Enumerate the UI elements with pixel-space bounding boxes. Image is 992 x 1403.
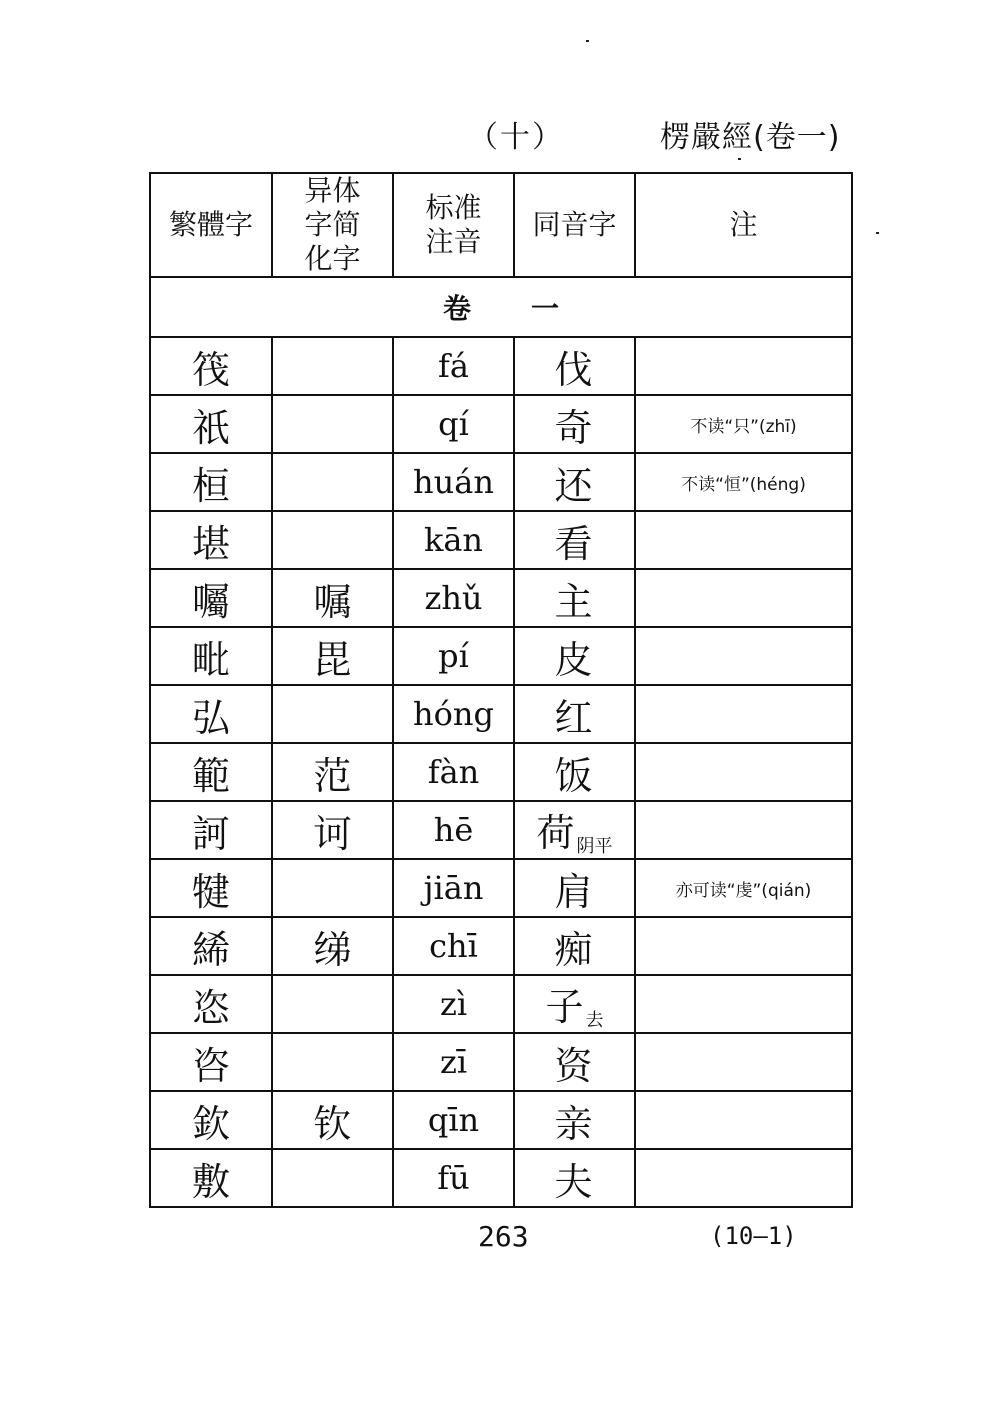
- homophone-cell: 还: [514, 453, 635, 511]
- pinyin-cell: qīn: [393, 1091, 514, 1149]
- table-row: [150, 685, 852, 743]
- traditional-char-cell: 堪: [150, 511, 272, 569]
- traditional-char-cell: 弘: [150, 685, 272, 743]
- column-header-traditional: 繁體字: [150, 173, 272, 277]
- table-row: [150, 1149, 852, 1207]
- traditional-char-cell: 絺: [150, 917, 272, 975]
- scan-speck: [738, 158, 741, 160]
- note-cell: [635, 743, 852, 801]
- table-header-row: [150, 173, 852, 277]
- simplified-char-cell: 绨: [272, 917, 393, 975]
- homophone-cell: 子 $_去$: [514, 975, 635, 1033]
- table-row: [150, 453, 852, 511]
- table-row: [150, 801, 852, 859]
- table-row: [150, 1091, 852, 1149]
- note-cell: 亦可读“虔”(qián): [635, 859, 852, 917]
- note-cell: [635, 511, 852, 569]
- note-cell: 不读“只”(zhī): [635, 395, 852, 453]
- page-title: 楞嚴經(卷一): [660, 120, 841, 155]
- simplified-char-cell: [272, 1149, 393, 1207]
- table-row: [150, 511, 852, 569]
- traditional-char-cell: 筏: [150, 337, 272, 395]
- homophone-cell: 伐: [514, 337, 635, 395]
- note-cell: [635, 975, 852, 1033]
- note-cell: [635, 337, 852, 395]
- note-cell: [635, 685, 852, 743]
- table-row: [150, 337, 852, 395]
- table-row: [150, 975, 852, 1033]
- table-row: [150, 743, 852, 801]
- traditional-char-cell: 囑: [150, 569, 272, 627]
- column-header-pinyin: 标准注音: [393, 173, 514, 277]
- simplified-char-cell: [272, 511, 393, 569]
- homophone-cell: 亲: [514, 1091, 635, 1149]
- traditional-char-cell: 咨: [150, 1033, 272, 1091]
- traditional-char-cell: 範: [150, 743, 272, 801]
- pinyin-cell: fá: [393, 337, 514, 395]
- table-row: [150, 569, 852, 627]
- section-heading: 卷一: [150, 277, 852, 337]
- simplified-char-cell: [272, 453, 393, 511]
- homophone-cell: 红: [514, 685, 635, 743]
- traditional-char-cell: 欽: [150, 1091, 272, 1149]
- pinyin-cell: huán: [393, 453, 514, 511]
- homophone-cell: 肩: [514, 859, 635, 917]
- note-cell: [635, 1091, 852, 1149]
- section-number: （十）: [468, 120, 564, 155]
- pinyin-cell: pí: [393, 627, 514, 685]
- note-cell: [635, 801, 852, 859]
- table-row: [150, 917, 852, 975]
- simplified-char-cell: [272, 395, 393, 453]
- simplified-char-cell: 诃: [272, 801, 393, 859]
- table-row: [150, 859, 852, 917]
- pinyin-cell: qí: [393, 395, 514, 453]
- simplified-char-cell: [272, 1033, 393, 1091]
- homophone-cell: 夫: [514, 1149, 635, 1207]
- simplified-char-cell: [272, 975, 393, 1033]
- note-cell: [635, 627, 852, 685]
- column-header-homophone: 同音字: [514, 173, 635, 277]
- pinyin-cell: chī: [393, 917, 514, 975]
- simplified-char-cell: [272, 859, 393, 917]
- homophone-cell: 饭: [514, 743, 635, 801]
- traditional-char-cell: 毗: [150, 627, 272, 685]
- traditional-char-cell: 犍: [150, 859, 272, 917]
- traditional-char-cell: 訶: [150, 801, 272, 859]
- note-cell: [635, 917, 852, 975]
- table-row: [150, 1033, 852, 1091]
- traditional-char-cell: 恣: [150, 975, 272, 1033]
- note-cell: 不读“恒”(héng): [635, 453, 852, 511]
- table-row: [150, 395, 852, 453]
- simplified-char-cell: 钦: [272, 1091, 393, 1149]
- pinyin-cell: kān: [393, 511, 514, 569]
- pinyin-cell: zhǔ: [393, 569, 514, 627]
- pinyin-cell: zì: [393, 975, 514, 1033]
- simplified-char-cell: 范: [272, 743, 393, 801]
- table-row: [150, 627, 852, 685]
- scan-speck: [876, 232, 879, 234]
- pinyin-cell: fū: [393, 1149, 514, 1207]
- note-cell: [635, 1033, 852, 1091]
- pinyin-cell: hē: [393, 801, 514, 859]
- section-heading-row: [150, 277, 852, 337]
- homophone-cell: 皮: [514, 627, 635, 685]
- page-number: 263: [478, 1220, 529, 1253]
- homophone-cell: 荷 $_{阴平}$: [514, 801, 635, 859]
- pinyin-cell: jiān: [393, 859, 514, 917]
- simplified-char-cell: [272, 337, 393, 395]
- homophone-cell: 主: [514, 569, 635, 627]
- note-cell: [635, 1149, 852, 1207]
- homophone-cell: 奇: [514, 395, 635, 453]
- pinyin-cell: zī: [393, 1033, 514, 1091]
- column-header-note: 注: [635, 173, 852, 277]
- traditional-char-cell: 桓: [150, 453, 272, 511]
- simplified-char-cell: 嘱: [272, 569, 393, 627]
- pinyin-cell: hóng: [393, 685, 514, 743]
- tone-annotation: 阴平: [576, 836, 613, 857]
- volume-code: (10—1): [710, 1222, 797, 1250]
- scan-speck: [586, 40, 589, 42]
- homophone-cell: 资: [514, 1033, 635, 1091]
- pronunciation-table: [149, 172, 853, 1208]
- traditional-char-cell: 祇: [150, 395, 272, 453]
- column-header-variant-simplified: 异体字简化字: [272, 173, 393, 277]
- homophone-cell: 看: [514, 511, 635, 569]
- pinyin-cell: fàn: [393, 743, 514, 801]
- tone-annotation: 去: [585, 1010, 604, 1031]
- note-cell: [635, 569, 852, 627]
- simplified-char-cell: [272, 685, 393, 743]
- traditional-char-cell: 敷: [150, 1149, 272, 1207]
- homophone-cell: 痴: [514, 917, 635, 975]
- simplified-char-cell: 毘: [272, 627, 393, 685]
